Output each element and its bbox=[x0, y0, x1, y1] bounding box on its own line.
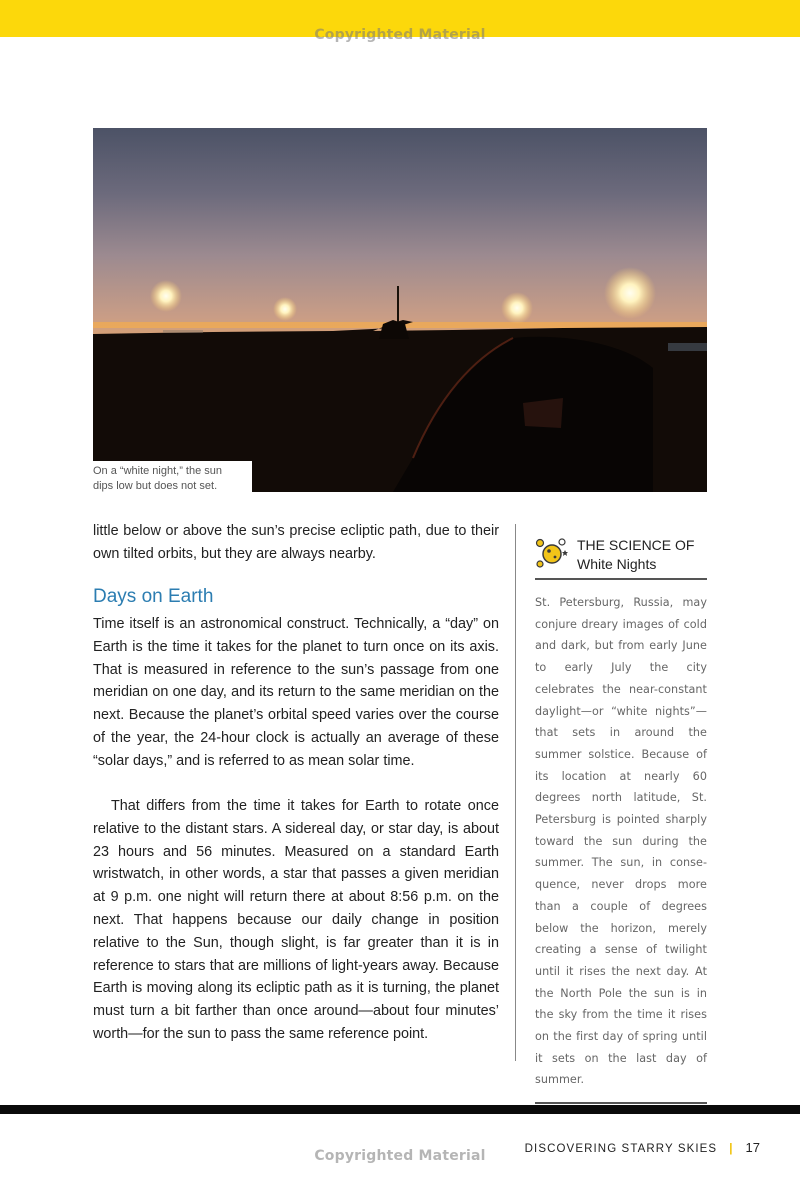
tent-panel bbox=[523, 398, 563, 428]
section-heading: Days on Earth bbox=[93, 586, 214, 607]
caption-line-2: dips low but does not set. bbox=[93, 480, 218, 492]
sidebar-title-line-2: White Nights bbox=[577, 556, 657, 572]
sun-2 bbox=[501, 292, 533, 324]
photo-scene bbox=[93, 128, 707, 492]
lake-glint bbox=[163, 330, 203, 333]
sidebar-title-line-1: THE SCIENCE OF bbox=[577, 537, 695, 553]
sidebar-title bbox=[577, 536, 694, 574]
running-head: DISCOVERING STARRY SKIES bbox=[524, 1143, 718, 1155]
sidebar-header bbox=[535, 534, 707, 580]
watermark-top: Copyrighted Material bbox=[314, 27, 486, 43]
intro-text: little below or above the sun’s precise ecliptic path, due to their own tilted orbits, but they are always nearby. bbox=[93, 523, 499, 562]
paragraph-1-text: Time itself is an astronomical construct. Technically, a “day” on Earth is the time it takes for the planet to turn once on its axis. That is measured in reference to the sun’s passage from one meridian on one day, and its return to the same meridian on the next. Because the planet’s orbital speed varies over the course of the year, the 24-hour clock is actually an average of these “solar days,” and is referred to as mean solar time. bbox=[93, 616, 499, 769]
intro-paragraph bbox=[93, 520, 499, 566]
body-paragraph-1 bbox=[93, 613, 499, 773]
caption-line-1: On a “white night,” the sun bbox=[93, 465, 223, 477]
water-patch bbox=[668, 343, 707, 351]
white-night-photo bbox=[93, 128, 707, 492]
sun-3 bbox=[273, 297, 297, 321]
column-divider bbox=[515, 524, 516, 1061]
sun-1 bbox=[604, 267, 656, 319]
photo-caption bbox=[93, 461, 252, 492]
sidebar-bottom-rule bbox=[535, 1102, 707, 1104]
watermark-bottom: Copyrighted Material bbox=[314, 1148, 486, 1164]
sidebar-text: St. Petersburg, Russia, may conjure dreary images of cold and dark, but from early June to early July the city celebrates the near-constant daylight—or “white nights”—that sets in around the summer solstice. Because of its location at nearly 60 degrees north latitude, St. Petersburg is pointed sharply toward the sun during the summer. The sun, in consequence, never drops more than a couple of degrees below the horizon, merely creating a sense of twilight until it rises the next day. At the North Pole the sun is in the sky from the time it rises on the first day of spring until it sets on the last day of summer. bbox=[535, 596, 707, 1087]
planets-icon bbox=[535, 536, 569, 575]
sun-4 bbox=[150, 280, 182, 312]
paragraph-2-text: That differs from the time it takes for Earth to rotate once relative to the distant stars. A sidereal day, or star day, is about 23 hours and 56 minutes. Measured on a standard Earth wristwatch, in other words, a star that passes a given meridian at 9 p.m. one night will return there at about 8:56 p.m. on the next. That happens because our daily change in position relative to the Sun, though slight, is far greater than it is in reference to stars that are millions of light-years away. Because Earth is moving along its ecliptic path as it is turning, the planet must turn a bit farther than once around—about four minutes’ worth—for the sun to pass the same reference point. bbox=[93, 798, 499, 1042]
sidebar-box bbox=[535, 534, 707, 1104]
footer-black-bar bbox=[0, 1105, 800, 1114]
page-number: 17 bbox=[745, 1140, 760, 1155]
body-paragraph-2 bbox=[93, 795, 499, 1046]
antenna bbox=[397, 286, 399, 322]
footer-separator: | bbox=[729, 1143, 734, 1155]
